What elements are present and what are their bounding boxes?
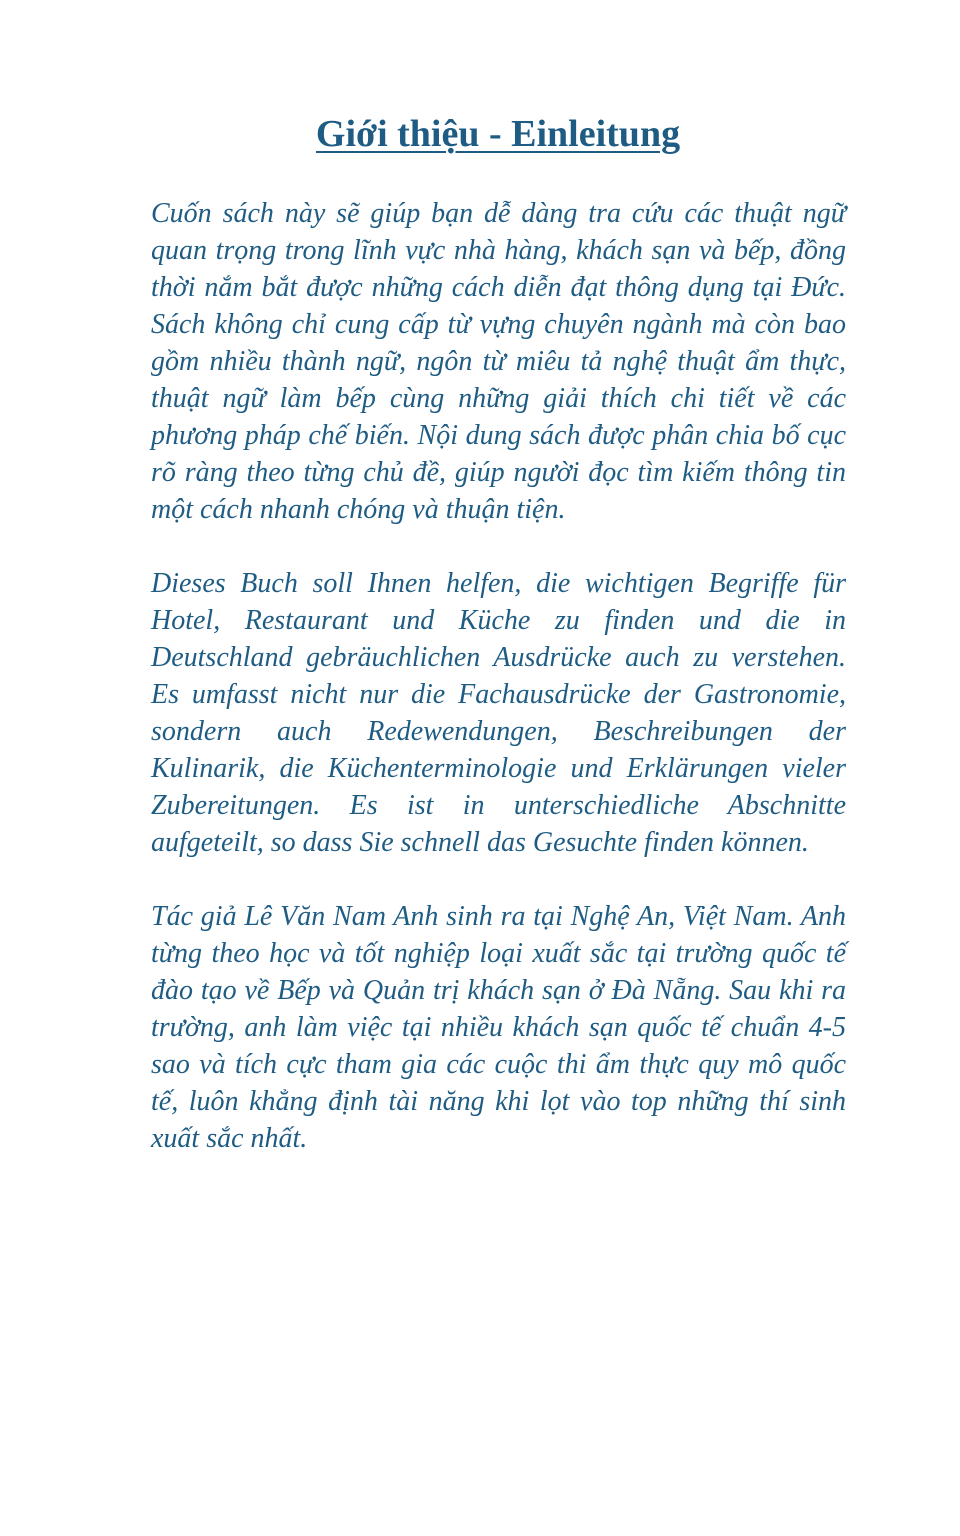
paragraph-vietnamese-intro: Cuốn sách này sẽ giúp bạn dễ dàng tra cứu các thuật ngữ quan trọng trong lĩnh vực nhà hàng, khách sạn và bếp, đồng thời nắm bắt được những cách diễn đạt thông dụng tại Đức. Sách không chỉ cung cấp từ vựng chuyên ngành mà còn bao gồm nhiều thành ngữ, ngôn từ miêu tả nghệ thuật ẩm thực, thuật ngữ làm bếp cùng những giải thích chi tiết về các phương pháp chế biến. Nội dung sách được phân chia bố cục rõ ràng theo từng chủ đề, giúp người đọc tìm kiếm thông tin một cách nhanh chóng và thuận tiện. [151, 198, 846, 525]
document-body [151, 195, 846, 1194]
paragraph-german-intro: Dieses Buch soll Ihnen helfen, die wichtigen Begriffe für Hotel, Restaurant und Küche zu finden und die in Deutschland gebräuchlichen Ausdrücke auch zu verstehen. Es umfasst nicht nur die Fachausdrücke der Gastronomie, sondern auch Redewendungen, Beschreibungen der Kulinarik, die Küchenterminologie und Erklärungen vieler Zubereitungen. Es ist in unterschiedliche Abschnitte aufgeteilt, so dass Sie schnell das Gesuchte finden können. [151, 568, 846, 858]
paragraph-author-bio: Tác giả Lê Văn Nam Anh sinh ra tại Nghệ An, Việt Nam. Anh từng theo học và tốt nghiệp loại xuất sắc tại trường quốc tế đào tạo về Bếp và Quản trị khách sạn ở Đà Nẵng. Sau khi ra trường, anh làm việc tại nhiều khách sạn quốc tế chuẩn 4-5 sao và tích cực tham gia các cuộc thi ẩm thực quy mô quốc tế, luôn khẳng định tài năng khi lọt vào top những thí sinh xuất sắc nhất. [151, 901, 846, 1154]
page-title: Giới thiệu - Einleitung [315, 113, 681, 155]
